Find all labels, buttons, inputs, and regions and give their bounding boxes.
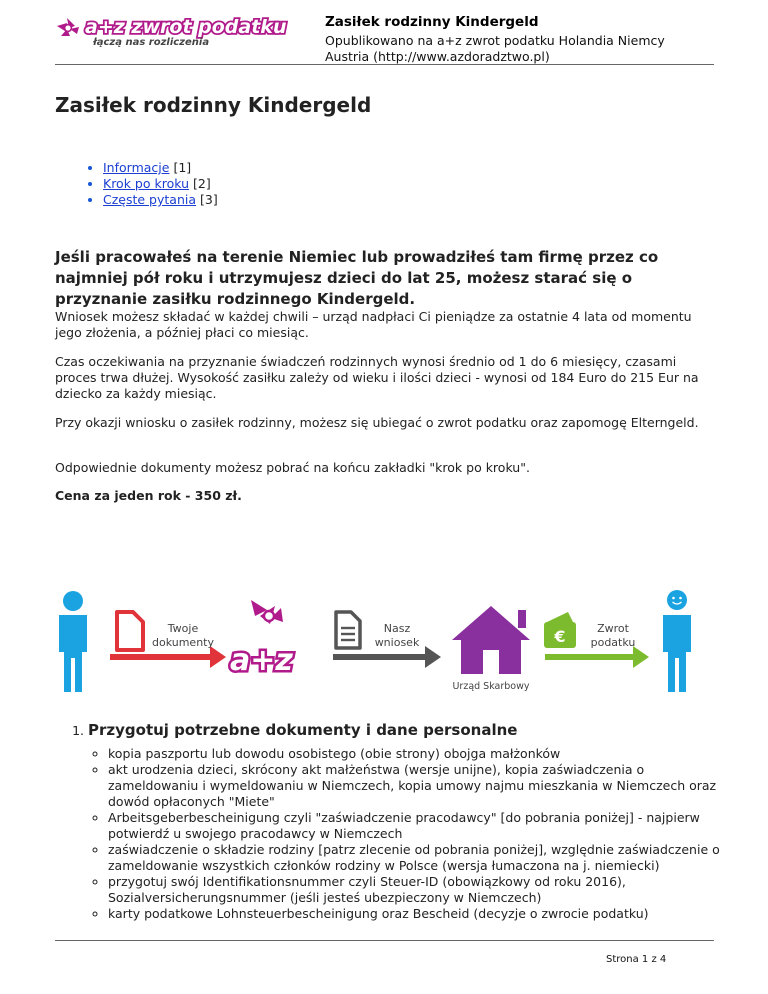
step-title: Przygotuj potrzebne dokumenty i dane personalne: [88, 721, 518, 739]
az-logo-icon: [230, 600, 293, 678]
list-item: ◦ akt urodzenia dzieci, skrócony akt małżeństwa (wersje unijne), kopia zaświadczenia o zameldowaniu i wymeldowaniu w Niemczech, kopia umowy najmu mieszkania w Niemczech oraz dowód opłaconych "Miete": [108, 762, 728, 810]
flower-icon: [57, 18, 79, 36]
person-icon: [59, 591, 87, 692]
table-of-contents: [55, 160, 218, 208]
label-refund-2: podatku: [590, 636, 636, 649]
published-line-2: Austria (http://www.azdoradztwo.pl): [325, 49, 550, 64]
published-line-1: Opublikowano na a+z zwrot podatku Holandia Niemcy: [325, 33, 665, 48]
list-item: ◦ kopia paszportu lub dowodu osobistego (obie strony) obojga małżonków: [108, 746, 728, 762]
house-icon: [452, 606, 530, 674]
toc-link-informacje[interactable]: Informacje: [103, 160, 170, 175]
document-checklist: [88, 746, 728, 922]
page-title: Zasiłek rodzinny Kindergeld: [55, 93, 372, 117]
toc-link-czeste-pytania[interactable]: Częste pytania: [103, 192, 197, 207]
body-paragraph: Przy okazji wniosku o zasiłek rodzinny, możesz się ubiegać o zwrot podatku oraz zapomogę Elterngeld.: [55, 415, 699, 430]
toc-item-czeste-pytania: [103, 192, 218, 208]
page-number: Strona 1 z 4: [606, 954, 667, 965]
step-item: [88, 722, 728, 922]
label-application-2: wniosek: [374, 636, 420, 649]
body-paragraph: Wniosek możesz składać w każdej chwili – urząd nadpłaci Ci pieniądze za ostatnie 4 lata od momentu jego złożenia, a później płaci co miesiąc.: [55, 309, 692, 340]
toc-ref: [3]: [200, 192, 218, 207]
label-application-1: Nasz: [383, 622, 411, 635]
lead-paragraph: Jeśli pracowałeś na terenie Niemiec lub prowadziłeś tam firmę przez co najmniej pół roku i utrzymujesz dzieci do lat 25, możesz starać się o przyznanie zasiłku rodzinnego Kindergeld.: [55, 248, 659, 308]
happy-person-icon: [663, 590, 691, 692]
footer-divider: [55, 940, 714, 941]
toc-link-krok-po-kroku[interactable]: Krok po kroku: [103, 176, 190, 191]
header-document-title: Zasiłek rodzinny Kindergeld: [325, 14, 539, 30]
toc-item-informacje: [103, 160, 218, 176]
logo-wordmark: a+z zwrot podatku: [85, 16, 287, 38]
price-note: Cena za jeden rok - 350 zł.: [55, 488, 242, 503]
steps-list: [55, 722, 728, 922]
list-item: ◦ zaświadczenie o składzie rodziny [patrz zlecenie od pobrania poniżej], względnie zaświadczenie o zameldowanie wszystkich członków rodziny w Polsce (wersja łumaczona na j. niemiecki): [108, 842, 728, 874]
label-tax-office: Urząd Skarbowy: [452, 681, 530, 692]
body-paragraph: Odpowiednie dokumenty możesz pobrać na końcu zakładki "krok po kroku".: [55, 460, 530, 475]
arrow-refund: [545, 646, 649, 668]
published-note: [325, 33, 725, 65]
list-item: ◦ karty podatkowe Lohnsteuerbescheinigung oraz Bescheid (decyzje o zwrocie podatku): [108, 906, 728, 922]
body-paragraph: Czas oczekiwania na przyznanie świadczeń rodzinnych wynosi średnio od 1 do 6 miesięcy, czasami proces trwa dłużej. Wysokość zasiłku zależy od wieku i ilości dzieci - wynosi od 184 Euro do 215 Eur na dziecko za każdy miesiąc.: [55, 354, 699, 401]
header-divider: [55, 64, 714, 65]
euro-symbol: €: [554, 627, 566, 646]
toc-ref: [2]: [193, 176, 211, 191]
page-header: [55, 14, 714, 66]
label-documents-2: dokumenty: [152, 636, 214, 649]
logo-tagline: łączą nas rozliczenia: [93, 37, 210, 48]
brand-logo: [55, 14, 305, 54]
label-az-logo: a+z: [230, 643, 293, 678]
toc-ref: [1]: [173, 160, 192, 175]
form-icon: [336, 612, 360, 648]
list-item: ◦ przygotuj swój Identifikationsnummer czyli Steuer-ID (obowiązkowy od roku 2016), Sozialversicherungsnummer (jeśli jesteś ubezpieczony w Niemczech): [108, 874, 728, 906]
wallet-euro-icon: [544, 612, 576, 648]
list-item: ◦ Arbeitsgeberbescheinigung czyli "zaświadczenie pracodawcy" [do pobrania poniżej] - najpierw potwierdź u swojego pracodawcy w Niemczech: [108, 810, 728, 842]
label-documents-1: Twoje: [167, 622, 199, 635]
label-refund-1: Zwrot: [597, 622, 629, 635]
toc-item-krok-po-kroku: [103, 176, 218, 192]
document-icon: [117, 612, 143, 650]
process-infographic: [55, 588, 715, 698]
